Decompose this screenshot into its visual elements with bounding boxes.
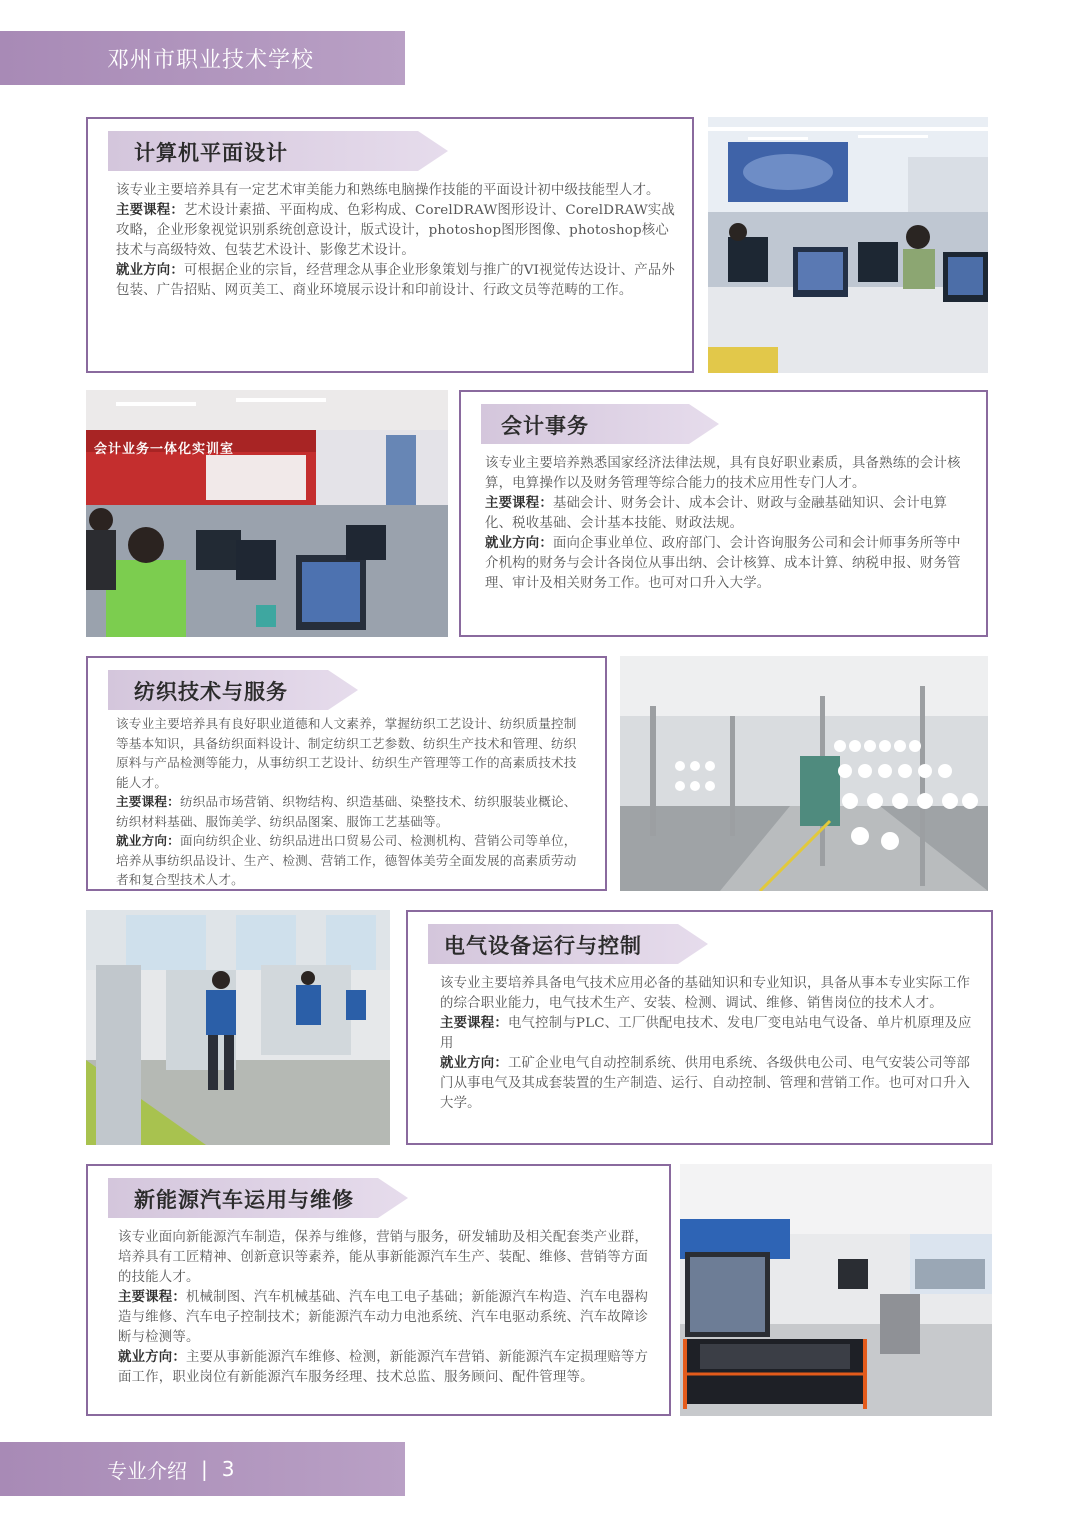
major-card-accounting (459, 390, 988, 637)
careers-label: 就业方向： (116, 833, 180, 848)
careers-text: 工矿企业电气自动控制系统、供用电系统、各级供电公司、电气安装公司等部门从事电气及其成套装置的生产制造、运行、自动控制、管理和营销工作。也可对口升入大学。 (440, 1056, 971, 1111)
careers-label: 就业方向： (440, 1056, 508, 1071)
careers-text: 主要从事新能源汽车维修、检测，新能源汽车营销、新能源汽车定损理赔等方面工作，职业岗位有新能源汽车服务经理、技术总监、服务顾问、配件管理等。 (118, 1350, 649, 1385)
photo-textile-workshop (620, 656, 988, 891)
page-number: 3 (221, 1457, 235, 1481)
footer-band (0, 1442, 405, 1496)
courses-label: 主要课程： (116, 203, 184, 218)
major-title: 纺织技术与服务 (134, 680, 288, 704)
major-card-electrical (406, 910, 993, 1145)
major-description (116, 714, 588, 890)
major-intro: 该专业主要培养具有良好职业道德和人文素养，掌握纺织工艺设计、纺织质量控制等基本知识，具备纺织面料设计、制定纺织工艺参数、纺织生产技术和管理、纺织原料与产品检测等能力，从事纺织工艺设计、纺织生产管理等工作的高素质技术技能人才。 (116, 716, 577, 790)
major-description (118, 1228, 650, 1388)
major-description (485, 454, 965, 594)
major-intro: 该专业主要培养具备电气技术应用必备的基础知识和专业知识，具备从事本专业实际工作的综合职业能力，电气技术生产、安装、检测、调试、维修、销售岗位的技术人才。 (440, 976, 971, 1011)
major-intro: 该专业主要培养熟悉国家经济法律法规，具有良好职业素质，具备熟练的会计核算，电算操作以及财务管理等综合能力的技术应用性专门人才。 (485, 456, 961, 491)
major-description (116, 181, 678, 301)
courses-text: 机械制图、汽车机械基础、汽车电工电子基础；新能源汽车构造、汽车电器构造与维修、汽车电子控制技术；新能源汽车动力电池系统、汽车电驱动系统、汽车故障诊断与检测等。 (118, 1290, 649, 1345)
major-title: 新能源汽车运用与维修 (134, 1188, 354, 1212)
major-intro: 该专业面向新能源汽车制造，保养与维修，营销与服务，研发辅助及相关配套类产业群，培养具有工匠精神、创新意识等素养，能从事新能源汽车生产、装配、维修、营销等方面的技能人才。 (118, 1230, 649, 1285)
footer-section: 专业介绍 (107, 1458, 187, 1483)
major-description (440, 974, 976, 1114)
careers-text: 面向纺织企业、纺织品进出口贸易公司、检测机构、营销公司等单位，培养从事纺织品设计、生产、检测、营销工作，德智体美劳全面发展的高素质劳动者和复合型技术人才。 (116, 833, 577, 887)
careers-label: 就业方向： (485, 536, 553, 551)
header-band (0, 31, 405, 85)
careers-text: 可根据企业的宗旨，经营理念从事企业形象策划与推广的VI视觉传达设计、产品外包装、广告招贴、网页美工、商业环境展示设计和印前设计、行政文员等范畴的工作。 (116, 263, 675, 298)
careers-label: 就业方向： (116, 263, 184, 278)
photo-vehicle-workshop (680, 1164, 992, 1416)
major-title: 会计事务 (501, 414, 589, 438)
photo-electrical-lab (86, 910, 390, 1145)
major-title: 电气设备运行与控制 (444, 934, 642, 958)
photo-accounting-lab (86, 390, 448, 637)
major-title: 计算机平面设计 (134, 141, 288, 165)
photo-computer-lab (708, 117, 988, 373)
courses-label: 主要课程： (440, 1016, 508, 1031)
major-card-graphic-design (86, 117, 694, 373)
courses-text: 艺术设计素描、平面构成、色彩构成、CorelDRAW图形设计、CorelDRAW实战攻略，企业形象视觉识别系统创意设计，版式设计，photoshop图形图像、photoshop核心技术与高级特效、包装艺术设计、影像艺术设计。 (116, 203, 675, 258)
careers-label: 就业方向： (118, 1350, 186, 1365)
courses-label: 主要课程： (118, 1290, 186, 1305)
courses-label: 主要课程： (485, 496, 553, 511)
courses-text: 纺织品市场营销、织物结构、织造基础、染整技术、纺织服装业概论、纺织材料基础、服饰美学、纺织品图案、服饰工艺基础等。 (116, 794, 577, 829)
courses-text: 电气控制与PLC、工厂供配电技术、发电厂变电站电气设备、单片机原理及应用 (440, 1016, 972, 1051)
accounting-lab-sign: 会计业务一体化实训室 (94, 442, 235, 457)
school-name: 邓州市职业技术学校 (107, 47, 315, 73)
major-card-textile (86, 656, 607, 891)
courses-text: 基础会计、财务会计、成本会计、财政与金融基础知识、会计电算化、税收基础、会计基本技能、财政法规。 (485, 496, 948, 531)
careers-text: 面向企事业单位、政府部门、会计咨询服务公司和会计师事务所等中介机构的财务与会计各岗位从事出纳、会计核算、成本计算、纳税申报、财务管理、审计及相关财务工作。也可对口升入大学。 (485, 536, 961, 591)
footer-divider: | (201, 1457, 208, 1481)
courses-label: 主要课程： (116, 794, 180, 809)
major-intro: 该专业主要培养具有一定艺术审美能力和熟练电脑操作技能的平面设计初中级技能型人才。 (116, 183, 660, 198)
major-card-new-energy-vehicle (86, 1164, 671, 1416)
